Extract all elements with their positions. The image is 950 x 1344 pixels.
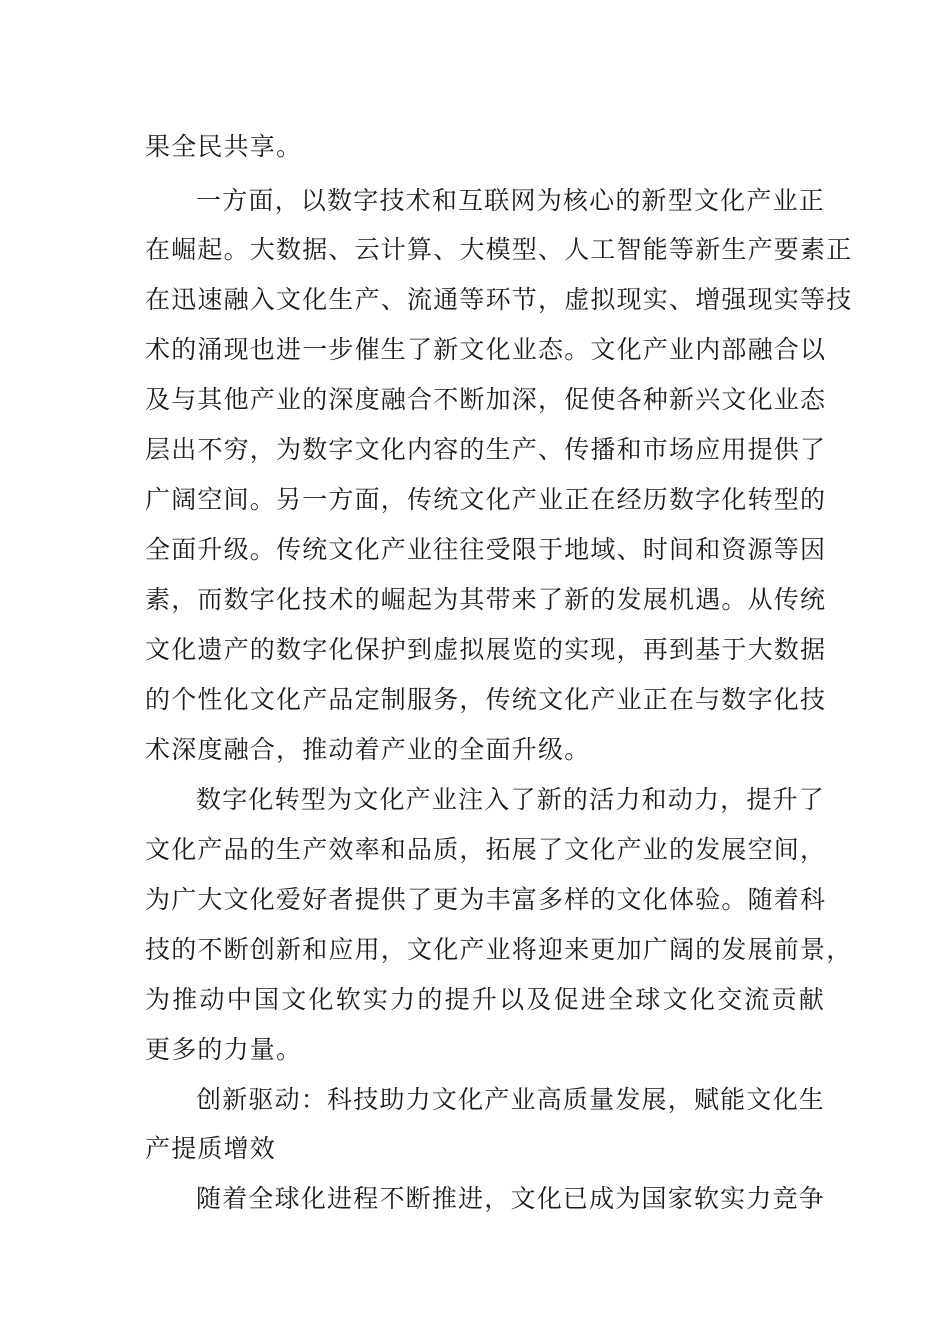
text-line-15: 文化产品的生产效率和品质，拓展了文化产业的发展空间，: [145, 835, 827, 864]
text-line-2: 一方面，以数字技术和互联网为核心的新型文化产业正: [196, 186, 825, 215]
text-line-5: 术的涌现也进一步催生了新文化业态。文化产业内部融合以: [145, 335, 827, 364]
text-line-7: 层出不穷，为数字文化内容的生产、传播和市场应用提供了: [145, 435, 827, 464]
text-line-12: 的个性化文化产品定制服务，传统文化产业正在与数字化技: [145, 685, 827, 714]
text-line-10: 素，而数字化技术的崛起为其带来了新的发展机遇。从传统: [145, 585, 827, 614]
text-line-4: 在迅速融入文化生产、流通等环节，虚拟现实、增强现实等技: [145, 285, 853, 314]
text-line-14: 数字化转型为文化产业注入了新的活力和动力，提升了: [196, 785, 825, 814]
text-line-13: 术深度融合，推动着产业的全面升级。: [145, 735, 591, 764]
section-heading-line-2: 产提质增效: [145, 1134, 277, 1163]
text-line-11: 文化遗产的数字化保护到虚拟展览的实现，再到基于大数据: [145, 635, 827, 664]
text-line-22: 随着全球化进程不断推进，文化已成为国家软实力竞争: [196, 1184, 825, 1213]
text-line-17: 技的不断创新和应用，文化产业将迎来更加广阔的发展前景，: [145, 935, 853, 964]
text-line-16: 为广大文化爱好者提供了更为丰富多样的文化体验。随着科: [145, 885, 827, 914]
text-line-19: 更多的力量。: [145, 1035, 303, 1064]
section-heading-line-1: 创新驱动：科技助力文化产业高质量发展，赋能文化生: [196, 1085, 825, 1114]
text-line-1: 果全民共享。: [145, 132, 303, 161]
text-line-3: 在崛起。大数据、云计算、大模型、人工智能等新生产要素正: [145, 235, 853, 264]
text-line-6: 及与其他产业的深度融合不断加深，促使各种新兴文化业态: [145, 385, 827, 414]
text-line-9: 全面升级。传统文化产业往往受限于地域、时间和资源等因: [145, 535, 827, 564]
text-line-8: 广阔空间。另一方面，传统文化产业正在经历数字化转型的: [145, 485, 827, 514]
text-line-18: 为推动中国文化软实力的提升以及促进全球文化交流贡献: [145, 985, 825, 1014]
